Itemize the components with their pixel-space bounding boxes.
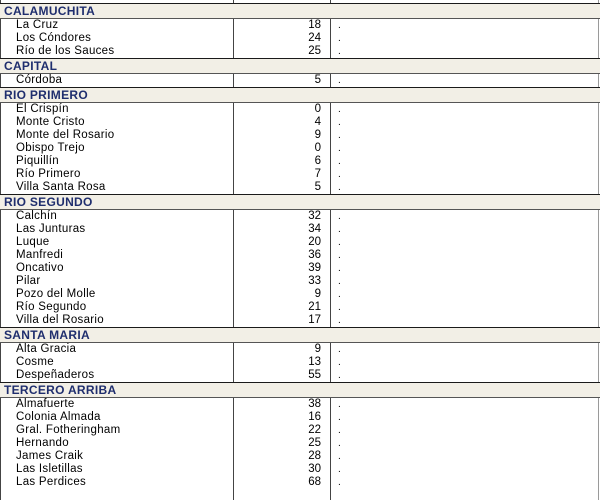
locality-name: Piquillín xyxy=(16,155,59,167)
locality-note: . xyxy=(338,75,341,86)
locality-note: . xyxy=(338,211,341,222)
locality-name: Obispo Trejo xyxy=(16,142,85,154)
locality-value: 4 xyxy=(314,116,321,128)
group-name: CALAMUCHITA xyxy=(4,4,96,18)
locality-name: Luque xyxy=(16,236,50,248)
locality-note: . xyxy=(338,438,341,449)
locality-note: . xyxy=(338,477,341,488)
table-row xyxy=(0,168,600,181)
locality-note: . xyxy=(338,156,341,167)
group-header-row xyxy=(0,382,600,398)
table-row xyxy=(0,210,600,223)
locality-name: Calchín xyxy=(16,210,58,222)
locality-note: . xyxy=(338,451,341,462)
locality-name: El Crispín xyxy=(16,103,69,115)
locality-note: . xyxy=(338,117,341,128)
locality-name: Monte Cristo xyxy=(16,116,85,128)
group-name: SANTA MARIA xyxy=(4,328,90,342)
table-row xyxy=(0,343,600,356)
locality-note: . xyxy=(338,464,341,475)
group-name: TERCERO ARRIBA xyxy=(4,383,117,397)
locality-note: . xyxy=(338,302,341,313)
group-header-row xyxy=(0,58,600,74)
locality-value: 9 xyxy=(314,343,321,355)
locality-note: . xyxy=(338,250,341,261)
locality-value: 68 xyxy=(308,476,321,488)
locality-name: Río de los Sauces xyxy=(16,45,115,57)
locality-value: 32 xyxy=(308,210,321,222)
table-row xyxy=(0,356,600,369)
locality-name: Villa del Rosario xyxy=(16,314,104,326)
locality-value: 36 xyxy=(308,249,321,261)
locality-value: 9 xyxy=(314,288,321,300)
table-row xyxy=(0,301,600,314)
locality-value: 6 xyxy=(314,155,321,167)
table-row xyxy=(0,236,600,249)
locality-name: James Craik xyxy=(16,450,84,462)
table-row xyxy=(0,476,600,489)
table-row xyxy=(0,411,600,424)
table-row xyxy=(0,19,600,32)
locality-value: 17 xyxy=(308,314,321,326)
locality-note: . xyxy=(338,20,341,31)
locality-name: Río Segundo xyxy=(16,301,87,313)
locality-name: Manfredi xyxy=(16,249,64,261)
locality-note: . xyxy=(338,370,341,381)
locality-value: 21 xyxy=(308,301,321,313)
table-row xyxy=(0,116,600,129)
locality-note: . xyxy=(338,276,341,287)
table-row xyxy=(0,463,600,476)
locality-value: 20 xyxy=(308,236,321,248)
locality-value: 28 xyxy=(308,450,321,462)
locality-name: Alta Gracia xyxy=(16,343,77,355)
locality-value: 5 xyxy=(314,74,321,86)
locality-note: . xyxy=(338,263,341,274)
locality-name: La Cruz xyxy=(16,19,59,31)
locality-note: . xyxy=(338,169,341,180)
locality-value: 38 xyxy=(308,398,321,410)
table-row xyxy=(0,32,600,45)
locality-value: 16 xyxy=(308,411,321,423)
locality-value: 13 xyxy=(308,356,321,368)
locality-value: 22 xyxy=(308,424,321,436)
table-row xyxy=(0,369,600,382)
table-row xyxy=(0,181,600,194)
locality-note: . xyxy=(338,182,341,193)
locality-name: Hernando xyxy=(16,437,69,449)
locality-name: Córdoba xyxy=(16,74,63,86)
locality-name: Gral. Fotheringham xyxy=(16,424,121,436)
locality-note: . xyxy=(338,143,341,154)
locality-value: 25 xyxy=(308,45,321,57)
table-row xyxy=(0,275,600,288)
table-row xyxy=(0,398,600,411)
locality-note: . xyxy=(338,412,341,423)
table-row xyxy=(0,314,600,327)
locality-note: . xyxy=(338,425,341,436)
locality-name: Pilar xyxy=(16,275,41,287)
table-row xyxy=(0,424,600,437)
locality-value: 30 xyxy=(308,463,321,475)
locality-name: Las Isletillas xyxy=(16,463,83,475)
locality-note: . xyxy=(338,46,341,57)
locality-value: 5 xyxy=(314,181,321,193)
locality-value: 7 xyxy=(314,168,321,180)
table-row xyxy=(0,249,600,262)
table-row xyxy=(0,437,600,450)
locality-name: Colonia Almada xyxy=(16,411,101,423)
table-row xyxy=(0,103,600,116)
locality-note: . xyxy=(338,315,341,326)
locality-note: . xyxy=(338,289,341,300)
group-name: CAPITAL xyxy=(4,59,58,73)
locality-note: . xyxy=(338,104,341,115)
locality-value: 0 xyxy=(314,142,321,154)
locality-name: Villa Santa Rosa xyxy=(16,181,106,193)
locality-value: 33 xyxy=(308,275,321,287)
locality-note: . xyxy=(338,399,341,410)
locality-value: 25 xyxy=(308,437,321,449)
locality-name: Río Primero xyxy=(16,168,81,180)
group-header-row xyxy=(0,327,600,343)
locality-name: Pozo del Molle xyxy=(16,288,96,300)
table-row xyxy=(0,45,600,58)
locality-note: . xyxy=(338,357,341,368)
group-header-row xyxy=(0,3,600,19)
locality-name: Monte del Rosario xyxy=(16,129,115,141)
locality-note: . xyxy=(338,33,341,44)
locality-value: 18 xyxy=(308,19,321,31)
group-header-row xyxy=(0,87,600,103)
locality-name: Las Junturas xyxy=(16,223,86,235)
locality-name: Los Cóndores xyxy=(16,32,92,44)
locality-value: 39 xyxy=(308,262,321,274)
table-row xyxy=(0,155,600,168)
locality-value: 0 xyxy=(314,103,321,115)
table-row xyxy=(0,142,600,155)
locality-note: . xyxy=(338,130,341,141)
locality-name: Oncativo xyxy=(16,262,64,274)
group-name: RIO SEGUNDO xyxy=(4,195,93,209)
group-header-row xyxy=(0,194,600,210)
table-row xyxy=(0,288,600,301)
locality-note: . xyxy=(338,237,341,248)
table-row xyxy=(0,262,600,275)
locality-name: Las Perdices xyxy=(16,476,87,488)
locality-note: . xyxy=(338,224,341,235)
locality-name: Almafuerte xyxy=(16,398,75,410)
locality-value: 24 xyxy=(308,32,321,44)
locality-value: 34 xyxy=(308,223,321,235)
group-name: RIO PRIMERO xyxy=(4,88,88,102)
table-row xyxy=(0,450,600,463)
locality-note: . xyxy=(338,344,341,355)
table-row xyxy=(0,223,600,236)
locality-value: 55 xyxy=(308,369,321,381)
locality-name: Despeñaderos xyxy=(16,369,95,381)
table-row xyxy=(0,74,600,87)
locality-value: 9 xyxy=(314,129,321,141)
table-row xyxy=(0,129,600,142)
locality-name: Cosme xyxy=(16,356,54,368)
